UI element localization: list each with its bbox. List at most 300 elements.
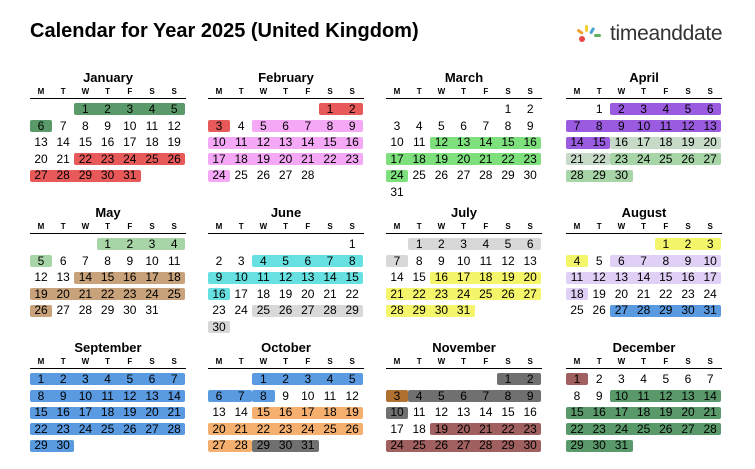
day-cell[interactable]: 7	[82, 253, 89, 268]
day-cell[interactable]: 21	[234, 421, 248, 436]
day-cell[interactable]: 16	[592, 405, 606, 420]
day-cell[interactable]: 25	[323, 421, 337, 436]
day-cell[interactable]: 11	[570, 270, 584, 285]
day-cell[interactable]: 3	[393, 118, 401, 133]
day-cell[interactable]: 16	[681, 270, 695, 285]
day-cell[interactable]: 5	[662, 372, 670, 386]
day-cell[interactable]: 28	[703, 421, 717, 436]
day-cell[interactable]: 9	[282, 388, 289, 403]
day-cell[interactable]: 10	[390, 135, 404, 150]
day-cell[interactable]: 23	[523, 421, 537, 436]
day-cell[interactable]: 18	[323, 405, 337, 420]
day-cell[interactable]: 28	[301, 168, 315, 183]
day-cell[interactable]: 21	[301, 151, 315, 166]
day-cell[interactable]: 15	[78, 135, 93, 150]
day-cell[interactable]: 20	[456, 151, 471, 166]
day-cell[interactable]: 12	[501, 253, 515, 268]
day-cell[interactable]: 24	[636, 151, 651, 166]
day-cell[interactable]: 29	[659, 303, 673, 318]
day-cell[interactable]: 27	[614, 303, 629, 318]
day-cell[interactable]: 13	[681, 388, 695, 403]
day-cell[interactable]: 9	[126, 253, 134, 268]
day-cell[interactable]: 4	[260, 253, 267, 268]
day-cell[interactable]: 23	[345, 151, 359, 166]
day-cell[interactable]: 22	[659, 286, 673, 301]
day-cell[interactable]: 18	[167, 270, 181, 285]
day-cell[interactable]: 9	[684, 253, 692, 268]
day-cell[interactable]: 14	[167, 388, 181, 403]
day-cell[interactable]: 4	[573, 253, 581, 268]
day-cell[interactable]: 7	[326, 253, 334, 268]
day-cell[interactable]: 18	[479, 270, 493, 285]
day-cell[interactable]: 14	[78, 270, 93, 285]
day-cell[interactable]: 12	[434, 135, 449, 150]
day-cell[interactable]: 14	[323, 270, 337, 285]
day-cell[interactable]: 5	[504, 237, 512, 251]
day-cell[interactable]: 3	[460, 237, 467, 251]
day-cell[interactable]: 6	[215, 388, 223, 403]
day-cell[interactable]: 27	[681, 421, 695, 436]
day-cell[interactable]: 8	[260, 388, 267, 403]
day-cell[interactable]: 16	[434, 270, 449, 285]
day-cell[interactable]: 26	[123, 421, 137, 436]
day-cell[interactable]: 14	[301, 135, 315, 150]
day-cell[interactable]: 25	[234, 168, 248, 183]
day-cell[interactable]: 26	[592, 303, 606, 318]
day-cell[interactable]: 11	[145, 118, 159, 133]
day-cell[interactable]: 9	[595, 388, 603, 403]
day-cell[interactable]: 19	[659, 405, 673, 420]
day-cell[interactable]: 30	[212, 320, 226, 334]
day-cell[interactable]: 23	[278, 421, 293, 436]
day-cell[interactable]: 30	[614, 168, 629, 183]
day-cell[interactable]: 4	[237, 118, 245, 133]
day-cell[interactable]: 9	[526, 118, 534, 133]
day-cell[interactable]: 5	[282, 253, 289, 268]
day-cell[interactable]: 12	[434, 405, 449, 420]
day-cell[interactable]: 2	[595, 372, 603, 386]
day-cell[interactable]: 5	[260, 118, 267, 133]
day-cell[interactable]: 31	[390, 185, 404, 199]
day-cell[interactable]: 12	[659, 388, 673, 403]
day-cell[interactable]: 2	[282, 372, 289, 386]
day-cell[interactable]: 25	[479, 286, 493, 301]
day-cell[interactable]: 15	[570, 405, 584, 420]
day-cell[interactable]: 21	[167, 405, 181, 420]
day-cell[interactable]: 27	[56, 303, 70, 318]
day-cell[interactable]: 20	[145, 405, 159, 420]
day-cell[interactable]: 20	[34, 151, 48, 166]
day-cell[interactable]: 10	[703, 253, 717, 268]
day-cell[interactable]: 29	[412, 303, 426, 318]
day-cell[interactable]: 3	[148, 237, 156, 251]
day-cell[interactable]: 12	[34, 270, 48, 285]
day-cell[interactable]: 24	[390, 438, 404, 453]
day-cell[interactable]: 28	[636, 303, 651, 318]
day-cell[interactable]: 24	[234, 303, 248, 318]
day-cell[interactable]: 16	[614, 135, 629, 150]
day-cell[interactable]: 11	[479, 253, 493, 268]
day-cell[interactable]: 23	[56, 421, 70, 436]
day-cell[interactable]: 30	[123, 303, 137, 318]
day-cell[interactable]: 30	[523, 438, 537, 453]
day-cell[interactable]: 22	[345, 286, 359, 301]
day-cell[interactable]: 17	[636, 135, 651, 150]
day-cell[interactable]: 21	[570, 151, 584, 166]
day-cell[interactable]: 23	[434, 286, 449, 301]
day-cell[interactable]: 15	[592, 135, 606, 150]
day-cell[interactable]: 22	[256, 421, 271, 436]
day-cell[interactable]: 1	[662, 237, 670, 251]
day-cell[interactable]: 14	[390, 270, 404, 285]
day-cell[interactable]: 7	[237, 388, 245, 403]
day-cell[interactable]: 8	[504, 118, 512, 133]
day-cell[interactable]: 18	[234, 151, 248, 166]
day-cell[interactable]: 14	[636, 270, 651, 285]
day-cell[interactable]: 27	[34, 168, 48, 183]
day-cell[interactable]: 3	[215, 118, 223, 133]
day-cell[interactable]: 18	[570, 286, 584, 301]
timeanddate-logo[interactable]	[574, 22, 722, 46]
day-cell[interactable]: 15	[501, 405, 515, 420]
day-cell[interactable]: 29	[501, 438, 515, 453]
day-cell[interactable]: 18	[412, 151, 426, 166]
day-cell[interactable]: 15	[412, 270, 426, 285]
day-cell[interactable]: 28	[479, 168, 493, 183]
day-cell[interactable]: 22	[34, 421, 48, 436]
day-cell[interactable]: 15	[256, 405, 271, 420]
day-cell[interactable]: 26	[659, 421, 673, 436]
day-cell[interactable]: 6	[684, 372, 692, 386]
day-cell[interactable]: 22	[78, 151, 93, 166]
day-cell[interactable]: 24	[614, 421, 629, 436]
day-cell[interactable]: 19	[345, 405, 359, 420]
day-cell[interactable]: 3	[237, 253, 245, 268]
day-cell[interactable]: 10	[614, 388, 629, 403]
day-cell[interactable]: 29	[256, 438, 271, 453]
day-cell[interactable]: 23	[123, 286, 137, 301]
day-cell[interactable]: 23	[681, 286, 695, 301]
day-cell[interactable]: 7	[482, 118, 490, 133]
day-cell[interactable]: 19	[681, 135, 695, 150]
day-cell[interactable]: 10	[123, 118, 137, 133]
day-cell[interactable]: 29	[345, 303, 359, 318]
day-cell[interactable]: 23	[212, 303, 226, 318]
day-cell[interactable]: 8	[82, 118, 89, 133]
day-cell[interactable]: 25	[636, 421, 651, 436]
day-cell[interactable]: 30	[56, 438, 70, 453]
day-cell[interactable]: 13	[523, 253, 537, 268]
day-cell[interactable]: 6	[59, 253, 67, 268]
day-cell[interactable]: 6	[37, 118, 45, 133]
day-cell[interactable]: 25	[256, 303, 271, 318]
day-cell[interactable]: 30	[681, 303, 695, 318]
day-cell[interactable]: 2	[526, 102, 534, 116]
day-cell[interactable]: 18	[636, 405, 651, 420]
day-cell[interactable]: 1	[504, 102, 512, 116]
day-cell[interactable]: 7	[170, 372, 178, 386]
day-cell[interactable]: 20	[614, 286, 629, 301]
day-cell[interactable]: 27	[212, 438, 226, 453]
day-cell[interactable]: 7	[640, 253, 647, 268]
day-cell[interactable]: 8	[415, 253, 423, 268]
day-cell[interactable]: 1	[573, 372, 581, 386]
day-cell[interactable]: 27	[278, 168, 293, 183]
day-cell[interactable]: 11	[412, 135, 426, 150]
day-cell[interactable]: 4	[326, 372, 334, 386]
day-cell[interactable]: 15	[323, 135, 337, 150]
day-cell[interactable]: 25	[167, 286, 181, 301]
day-cell[interactable]: 24	[301, 421, 315, 436]
day-cell[interactable]: 21	[479, 151, 493, 166]
day-cell[interactable]: 26	[278, 303, 293, 318]
day-cell[interactable]: 17	[145, 270, 159, 285]
day-cell[interactable]: 17	[78, 405, 93, 420]
day-cell[interactable]: 24	[703, 286, 717, 301]
day-cell[interactable]: 11	[412, 405, 426, 420]
day-cell[interactable]: 5	[595, 253, 603, 268]
day-cell[interactable]: 16	[523, 135, 537, 150]
day-cell[interactable]: 3	[82, 372, 89, 386]
day-cell[interactable]: 14	[479, 405, 493, 420]
day-cell[interactable]: 1	[37, 372, 45, 386]
day-cell[interactable]: 4	[415, 388, 423, 403]
day-cell[interactable]: 13	[212, 405, 226, 420]
day-cell[interactable]: 29	[78, 168, 93, 183]
day-cell[interactable]: 27	[145, 421, 159, 436]
day-cell[interactable]: 20	[681, 405, 695, 420]
day-cell[interactable]: 8	[504, 388, 512, 403]
day-cell[interactable]: 4	[148, 102, 156, 116]
day-cell[interactable]: 26	[167, 151, 181, 166]
day-cell[interactable]: 26	[434, 168, 449, 183]
day-cell[interactable]: 13	[614, 270, 629, 285]
day-cell[interactable]: 28	[56, 168, 70, 183]
day-cell[interactable]: 2	[215, 253, 223, 268]
day-cell[interactable]: 6	[148, 372, 156, 386]
day-cell[interactable]: 7	[304, 118, 312, 133]
day-cell[interactable]: 15	[501, 135, 515, 150]
day-cell[interactable]: 6	[618, 253, 625, 268]
day-cell[interactable]: 18	[412, 421, 426, 436]
day-cell[interactable]: 28	[323, 303, 337, 318]
day-cell[interactable]: 19	[434, 421, 449, 436]
day-cell[interactable]: 11	[323, 388, 337, 403]
day-cell[interactable]: 23	[523, 151, 537, 166]
day-cell[interactable]: 11	[234, 135, 248, 150]
day-cell[interactable]: 3	[640, 102, 647, 116]
day-cell[interactable]: 25	[100, 421, 115, 436]
day-cell[interactable]: 16	[56, 405, 70, 420]
day-cell[interactable]: 23	[592, 421, 606, 436]
day-cell[interactable]: 27	[456, 168, 471, 183]
day-cell[interactable]: 26	[434, 438, 449, 453]
day-cell[interactable]: 3	[304, 372, 312, 386]
day-cell[interactable]: 15	[345, 270, 359, 285]
day-cell[interactable]: 17	[390, 151, 404, 166]
day-cell[interactable]: 28	[479, 438, 493, 453]
day-cell[interactable]: 1	[504, 372, 512, 386]
day-cell[interactable]: 14	[703, 388, 717, 403]
day-cell[interactable]: 21	[323, 286, 337, 301]
day-cell[interactable]: 8	[326, 118, 334, 133]
day-cell[interactable]: 8	[37, 388, 45, 403]
day-cell[interactable]: 12	[592, 270, 606, 285]
day-cell[interactable]: 15	[100, 270, 115, 285]
day-cell[interactable]: 23	[614, 151, 629, 166]
day-cell[interactable]: 5	[170, 102, 178, 116]
day-cell[interactable]: 26	[34, 303, 48, 318]
day-cell[interactable]: 16	[100, 135, 115, 150]
day-cell[interactable]: 31	[145, 303, 159, 318]
day-cell[interactable]: 30	[434, 303, 449, 318]
day-cell[interactable]: 31	[301, 438, 315, 453]
day-cell[interactable]: 11	[101, 388, 114, 403]
day-cell[interactable]: 16	[123, 270, 137, 285]
day-cell[interactable]: 3	[126, 102, 134, 116]
day-cell[interactable]: 17	[234, 286, 248, 301]
day-cell[interactable]: 21	[479, 421, 493, 436]
day-cell[interactable]: 22	[592, 151, 606, 166]
day-cell[interactable]: 14	[56, 135, 70, 150]
day-cell[interactable]: 9	[438, 253, 445, 268]
day-cell[interactable]: 5	[126, 372, 134, 386]
day-cell[interactable]: 17	[212, 151, 226, 166]
day-cell[interactable]: 17	[703, 270, 717, 285]
day-cell[interactable]: 19	[123, 405, 137, 420]
day-cell[interactable]: 30	[278, 438, 293, 453]
day-cell[interactable]: 28	[234, 438, 248, 453]
day-cell[interactable]: 5	[348, 372, 356, 386]
day-cell[interactable]: 18	[100, 405, 115, 420]
day-cell[interactable]: 31	[456, 303, 471, 318]
day-cell[interactable]: 19	[592, 286, 606, 301]
day-cell[interactable]: 30	[592, 438, 606, 453]
day-cell[interactable]: 8	[348, 253, 356, 268]
day-cell[interactable]: 2	[348, 102, 356, 116]
day-cell[interactable]: 24	[123, 151, 137, 166]
day-cell[interactable]: 25	[145, 151, 159, 166]
day-cell[interactable]: 26	[501, 286, 515, 301]
day-cell[interactable]: 15	[659, 270, 673, 285]
day-cell[interactable]: 16	[523, 405, 537, 420]
day-cell[interactable]: 19	[167, 135, 181, 150]
day-cell[interactable]: 25	[570, 303, 584, 318]
day-cell[interactable]: 9	[104, 118, 111, 133]
day-cell[interactable]: 12	[123, 388, 137, 403]
day-cell[interactable]: 19	[501, 270, 515, 285]
day-cell[interactable]: 26	[681, 151, 695, 166]
day-cell[interactable]: 30	[100, 168, 115, 183]
day-cell[interactable]: 5	[438, 388, 445, 403]
day-cell[interactable]: 1	[348, 237, 356, 251]
day-cell[interactable]: 20	[703, 135, 717, 150]
day-cell[interactable]: 26	[345, 421, 359, 436]
day-cell[interactable]: 12	[256, 135, 271, 150]
day-cell[interactable]: 18	[256, 286, 271, 301]
day-cell[interactable]: 13	[703, 118, 717, 133]
day-cell[interactable]: 9	[348, 118, 356, 133]
day-cell[interactable]: 30	[523, 168, 537, 183]
day-cell[interactable]: 4	[482, 237, 490, 251]
day-cell[interactable]: 29	[592, 168, 606, 183]
day-cell[interactable]: 3	[618, 372, 625, 386]
day-cell[interactable]: 31	[123, 168, 137, 183]
day-cell[interactable]: 10	[78, 388, 93, 403]
day-cell[interactable]: 24	[78, 421, 93, 436]
day-cell[interactable]: 10	[390, 405, 404, 420]
day-cell[interactable]: 8	[662, 253, 670, 268]
day-cell[interactable]: 2	[526, 372, 534, 386]
day-cell[interactable]: 1	[326, 102, 334, 116]
day-cell[interactable]: 14	[234, 405, 248, 420]
day-cell[interactable]: 12	[167, 118, 181, 133]
day-cell[interactable]: 25	[412, 168, 426, 183]
day-cell[interactable]: 6	[304, 253, 312, 268]
day-cell[interactable]: 6	[526, 237, 534, 251]
day-cell[interactable]: 6	[460, 118, 467, 133]
day-cell[interactable]: 13	[301, 270, 315, 285]
day-cell[interactable]: 8	[104, 253, 111, 268]
day-cell[interactable]: 22	[501, 421, 515, 436]
day-cell[interactable]: 4	[662, 102, 670, 116]
day-cell[interactable]: 17	[301, 405, 315, 420]
day-cell[interactable]: 28	[390, 303, 404, 318]
day-cell[interactable]: 28	[570, 168, 584, 183]
day-cell[interactable]: 10	[234, 270, 248, 285]
day-cell[interactable]: 11	[637, 388, 650, 403]
day-cell[interactable]: 18	[659, 135, 673, 150]
day-cell[interactable]: 7	[482, 388, 490, 403]
day-cell[interactable]: 24	[145, 286, 159, 301]
day-cell[interactable]: 1	[104, 237, 111, 251]
day-cell[interactable]: 3	[393, 388, 401, 403]
day-cell[interactable]: 11	[257, 270, 270, 285]
day-cell[interactable]: 27	[703, 151, 717, 166]
day-cell[interactable]: 8	[595, 118, 603, 133]
day-cell[interactable]: 20	[523, 270, 537, 285]
day-cell[interactable]: 1	[82, 102, 89, 116]
day-cell[interactable]: 4	[415, 118, 423, 133]
day-cell[interactable]: 31	[703, 303, 717, 318]
day-cell[interactable]: 18	[145, 135, 159, 150]
day-cell[interactable]: 20	[456, 421, 471, 436]
day-cell[interactable]: 5	[684, 102, 692, 116]
day-cell[interactable]: 8	[573, 388, 581, 403]
day-cell[interactable]: 13	[456, 135, 471, 150]
day-cell[interactable]: 6	[706, 102, 714, 116]
day-cell[interactable]: 19	[34, 286, 48, 301]
day-cell[interactable]: 19	[256, 151, 271, 166]
day-cell[interactable]: 13	[56, 270, 70, 285]
day-cell[interactable]: 19	[278, 286, 293, 301]
day-cell[interactable]: 9	[526, 388, 534, 403]
day-cell[interactable]: 11	[167, 253, 181, 268]
day-cell[interactable]: 9	[59, 388, 67, 403]
day-cell[interactable]: 4	[640, 372, 647, 386]
day-cell[interactable]: 15	[34, 405, 48, 420]
day-cell[interactable]: 22	[501, 151, 515, 166]
day-cell[interactable]: 25	[412, 438, 426, 453]
day-cell[interactable]: 29	[501, 168, 515, 183]
day-cell[interactable]: 17	[614, 405, 629, 420]
day-cell[interactable]: 3	[706, 237, 714, 251]
day-cell[interactable]: 20	[212, 421, 226, 436]
day-cell[interactable]: 4	[104, 372, 111, 386]
day-cell[interactable]: 10	[212, 135, 226, 150]
day-cell[interactable]: 21	[390, 286, 404, 301]
day-cell[interactable]: 28	[167, 421, 181, 436]
